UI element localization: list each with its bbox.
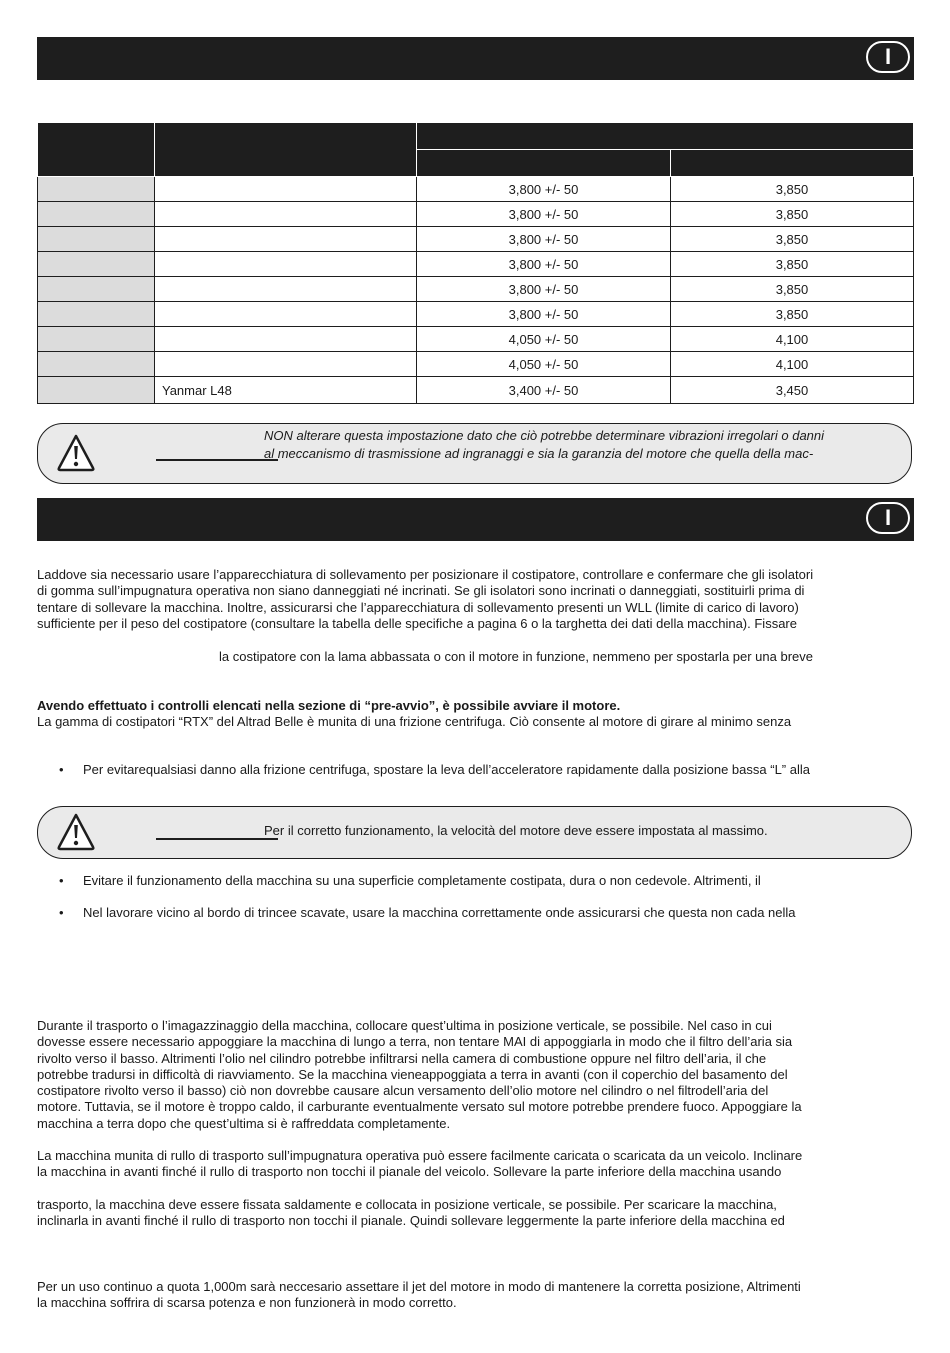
model-cell	[38, 327, 155, 352]
table-header-model	[38, 123, 155, 177]
model-cell	[38, 277, 155, 302]
max-cell: 3,850	[671, 302, 914, 327]
table-row	[38, 177, 914, 202]
setting-cell: 3,800 +/- 50	[417, 227, 671, 252]
warning-label-line	[156, 838, 278, 840]
table-row	[38, 327, 914, 352]
max-cell: 4,100	[671, 327, 914, 352]
engine-cell	[155, 177, 417, 202]
engine-cell: Yanmar L48	[155, 377, 417, 404]
altitude-paragraph: Per un uso continuo a quota 1,000m sarà neccesario assettare il jet del motore in modo di mantenere la corretta posizione, Altrimenti la macchina soffrira di scarsa potenza e non funzionerà in modo corretto.	[37, 1279, 801, 1311]
warning-triangle-icon	[56, 433, 96, 473]
model-cell	[38, 202, 155, 227]
lifting-fragment: la costipatore con la lama abbassata o con il motore in funzione, nemmeno per spostarla per una breve	[219, 649, 814, 664]
language-badge: I	[866, 41, 910, 73]
model-cell	[38, 377, 155, 404]
list-item	[59, 762, 919, 778]
engine-speed-table	[37, 122, 914, 404]
table-header-speed	[417, 123, 914, 150]
section-header-band	[37, 498, 914, 541]
engine-cell	[155, 277, 417, 302]
max-cell: 3,850	[671, 252, 914, 277]
warning-line-2: al meccanismo di trasmissione ad ingranaggi e sia la garanzia del motore che quella della mac-	[264, 446, 814, 461]
warning-triangle-icon	[56, 812, 96, 852]
bullet-icon: •	[59, 762, 64, 777]
bullet-text: Per evitarequalsiasi danno alla frizione centrifuga, spostare la leva dell’acceleratore rapidamente dalla posizione bassa “L” alla	[83, 762, 810, 777]
table-row	[38, 377, 914, 404]
setting-cell: 4,050 +/- 50	[417, 352, 671, 377]
model-cell	[38, 302, 155, 327]
table-row	[38, 227, 914, 252]
table-header-engine	[155, 123, 417, 177]
setting-cell: 3,800 +/- 50	[417, 252, 671, 277]
setting-cell: 4,050 +/- 50	[417, 327, 671, 352]
engine-cell	[155, 302, 417, 327]
max-cell: 4,100	[671, 352, 914, 377]
engine-cell	[155, 327, 417, 352]
table-row	[38, 252, 914, 277]
transport-paragraph-1: Durante il trasporto o l’imagazzinaggio della macchina, collocare quest’ultima in posizione verticale, se possibile. Nel caso in cui dovesse essere necessario appoggiare la macchina di lungo a terra, non tentare MAI di appoggiarla in modo che il filtro dell’aria sia rivolto verso il basso. Altrimenti l’olio nel cilindro potrebbe infiltrarsi nella camera di combustione oppure nel filtro dell’aria, il che potrebbe tradursi in difficoltà di riavviamento. Se la macchina vieneappoggiata a terra in avanti (con il coperchio del basamento del costipatore rivolto verso il basso) ciò non dovrebbe causare alcun versamento dell’olio motore nel cilindro o nel filtrodell’aria del motore. Tuttavia, se il motore è troppo caldo, il carburante eventualmente versato sul motore potrebbe prendere fuoco. Appoggiare la macchina a terra dopo che quest’ultima si è raffreddata completamente.	[37, 1018, 802, 1131]
table-header-setting	[417, 150, 671, 177]
model-cell	[38, 177, 155, 202]
table-row	[38, 352, 914, 377]
bullet-icon: •	[59, 905, 64, 920]
table-row	[38, 202, 914, 227]
max-cell: 3,850	[671, 177, 914, 202]
model-cell	[38, 252, 155, 277]
setting-cell: 3,400 +/- 50	[417, 377, 671, 404]
table-row	[38, 302, 914, 327]
engine-cell	[155, 227, 417, 252]
language-badge: I	[866, 502, 910, 534]
bullet-text: Evitare il funzionamento della macchina su una superficie completamente costipata, dura o non cedevole. Altrimenti, il	[83, 873, 761, 888]
engine-cell	[155, 252, 417, 277]
list-item	[59, 905, 919, 921]
max-cell: 3,850	[671, 277, 914, 302]
bullet-icon: •	[59, 873, 64, 888]
warning-box-speed	[37, 423, 912, 484]
model-cell	[38, 352, 155, 377]
transport-paragraph-3: trasporto, la macchina deve essere fissata saldamente e collocata in posizione verticale, se possibile. Per scaricare la macchina, inclinarla in avanti finché il rullo di trasporto non tocchi il pianale. Quindi sollevare leggermente la parte inferiore della macchina ed	[37, 1197, 785, 1229]
setting-cell: 3,800 +/- 50	[417, 177, 671, 202]
max-cell: 3,850	[671, 202, 914, 227]
lifting-paragraph: Laddove sia necessario usare l’apparecchiatura di sollevamento per posizionare il costipatore, controllare e confermare che gli isolatori di gomma sull’impugnatura operativa non siano danneggiati né incrinati. Se gli isolatori sono incrinati o danneggiati, sostituirli prima di tentare di sollevare la macchina. Inoltre, assicurarsi che l’apparecchiatura di sollevamento presenti un WLL (limite di carico di lavoro) sufficiente per il peso del costipatore (consultare la tabella delle specifiche a pagina 6 o la targhetta dei dati della macchina). Fissare	[37, 567, 814, 631]
table-header-max	[671, 150, 914, 177]
model-cell	[38, 227, 155, 252]
bullet-text: Nel lavorare vicino al bordo di trincee scavate, usare la macchina correttamente onde assicurarsi che questa non cada nella	[83, 905, 796, 920]
warning-box-throttle	[37, 806, 912, 859]
setting-cell: 3,800 +/- 50	[417, 277, 671, 302]
warning-text: Per il corretto funzionamento, la velocità del motore deve essere impostata al massimo.	[264, 823, 768, 838]
warning-line-1: NON alterare questa impostazione dato che ciò potrebbe determinare vibrazioni irregolari o danni	[264, 428, 825, 443]
setting-cell: 3,800 +/- 50	[417, 302, 671, 327]
warning-label-line	[156, 459, 278, 461]
engine-cell	[155, 352, 417, 377]
section-header-band	[37, 37, 914, 80]
table-row	[38, 277, 914, 302]
list-item	[59, 873, 919, 889]
engine-cell	[155, 202, 417, 227]
start-heading-text: Avendo effettuato i controlli elencati nella sezione di “pre-avvio”, è possibile avviare il motore.	[37, 698, 621, 713]
transport-paragraph-2: La macchina munita di rullo di trasporto sull’impugnatura operativa può essere facilmente caricata o scaricata da un veicolo. Inclinare la macchina in avanti finché il rullo di trasporto non tocchi il pianale del veicolo. Sollevare la parte inferiore della macchina usando	[37, 1148, 803, 1180]
max-cell: 3,850	[671, 227, 914, 252]
start-paragraph: La gamma di costipatori “RTX” del Altrad Belle è munita di una frizione centrifuga. Ciò consente al motore di girare al minimo senza	[37, 714, 792, 729]
setting-cell: 3,800 +/- 50	[417, 202, 671, 227]
warning-text	[264, 427, 897, 463]
max-cell: 3,450	[671, 377, 914, 404]
